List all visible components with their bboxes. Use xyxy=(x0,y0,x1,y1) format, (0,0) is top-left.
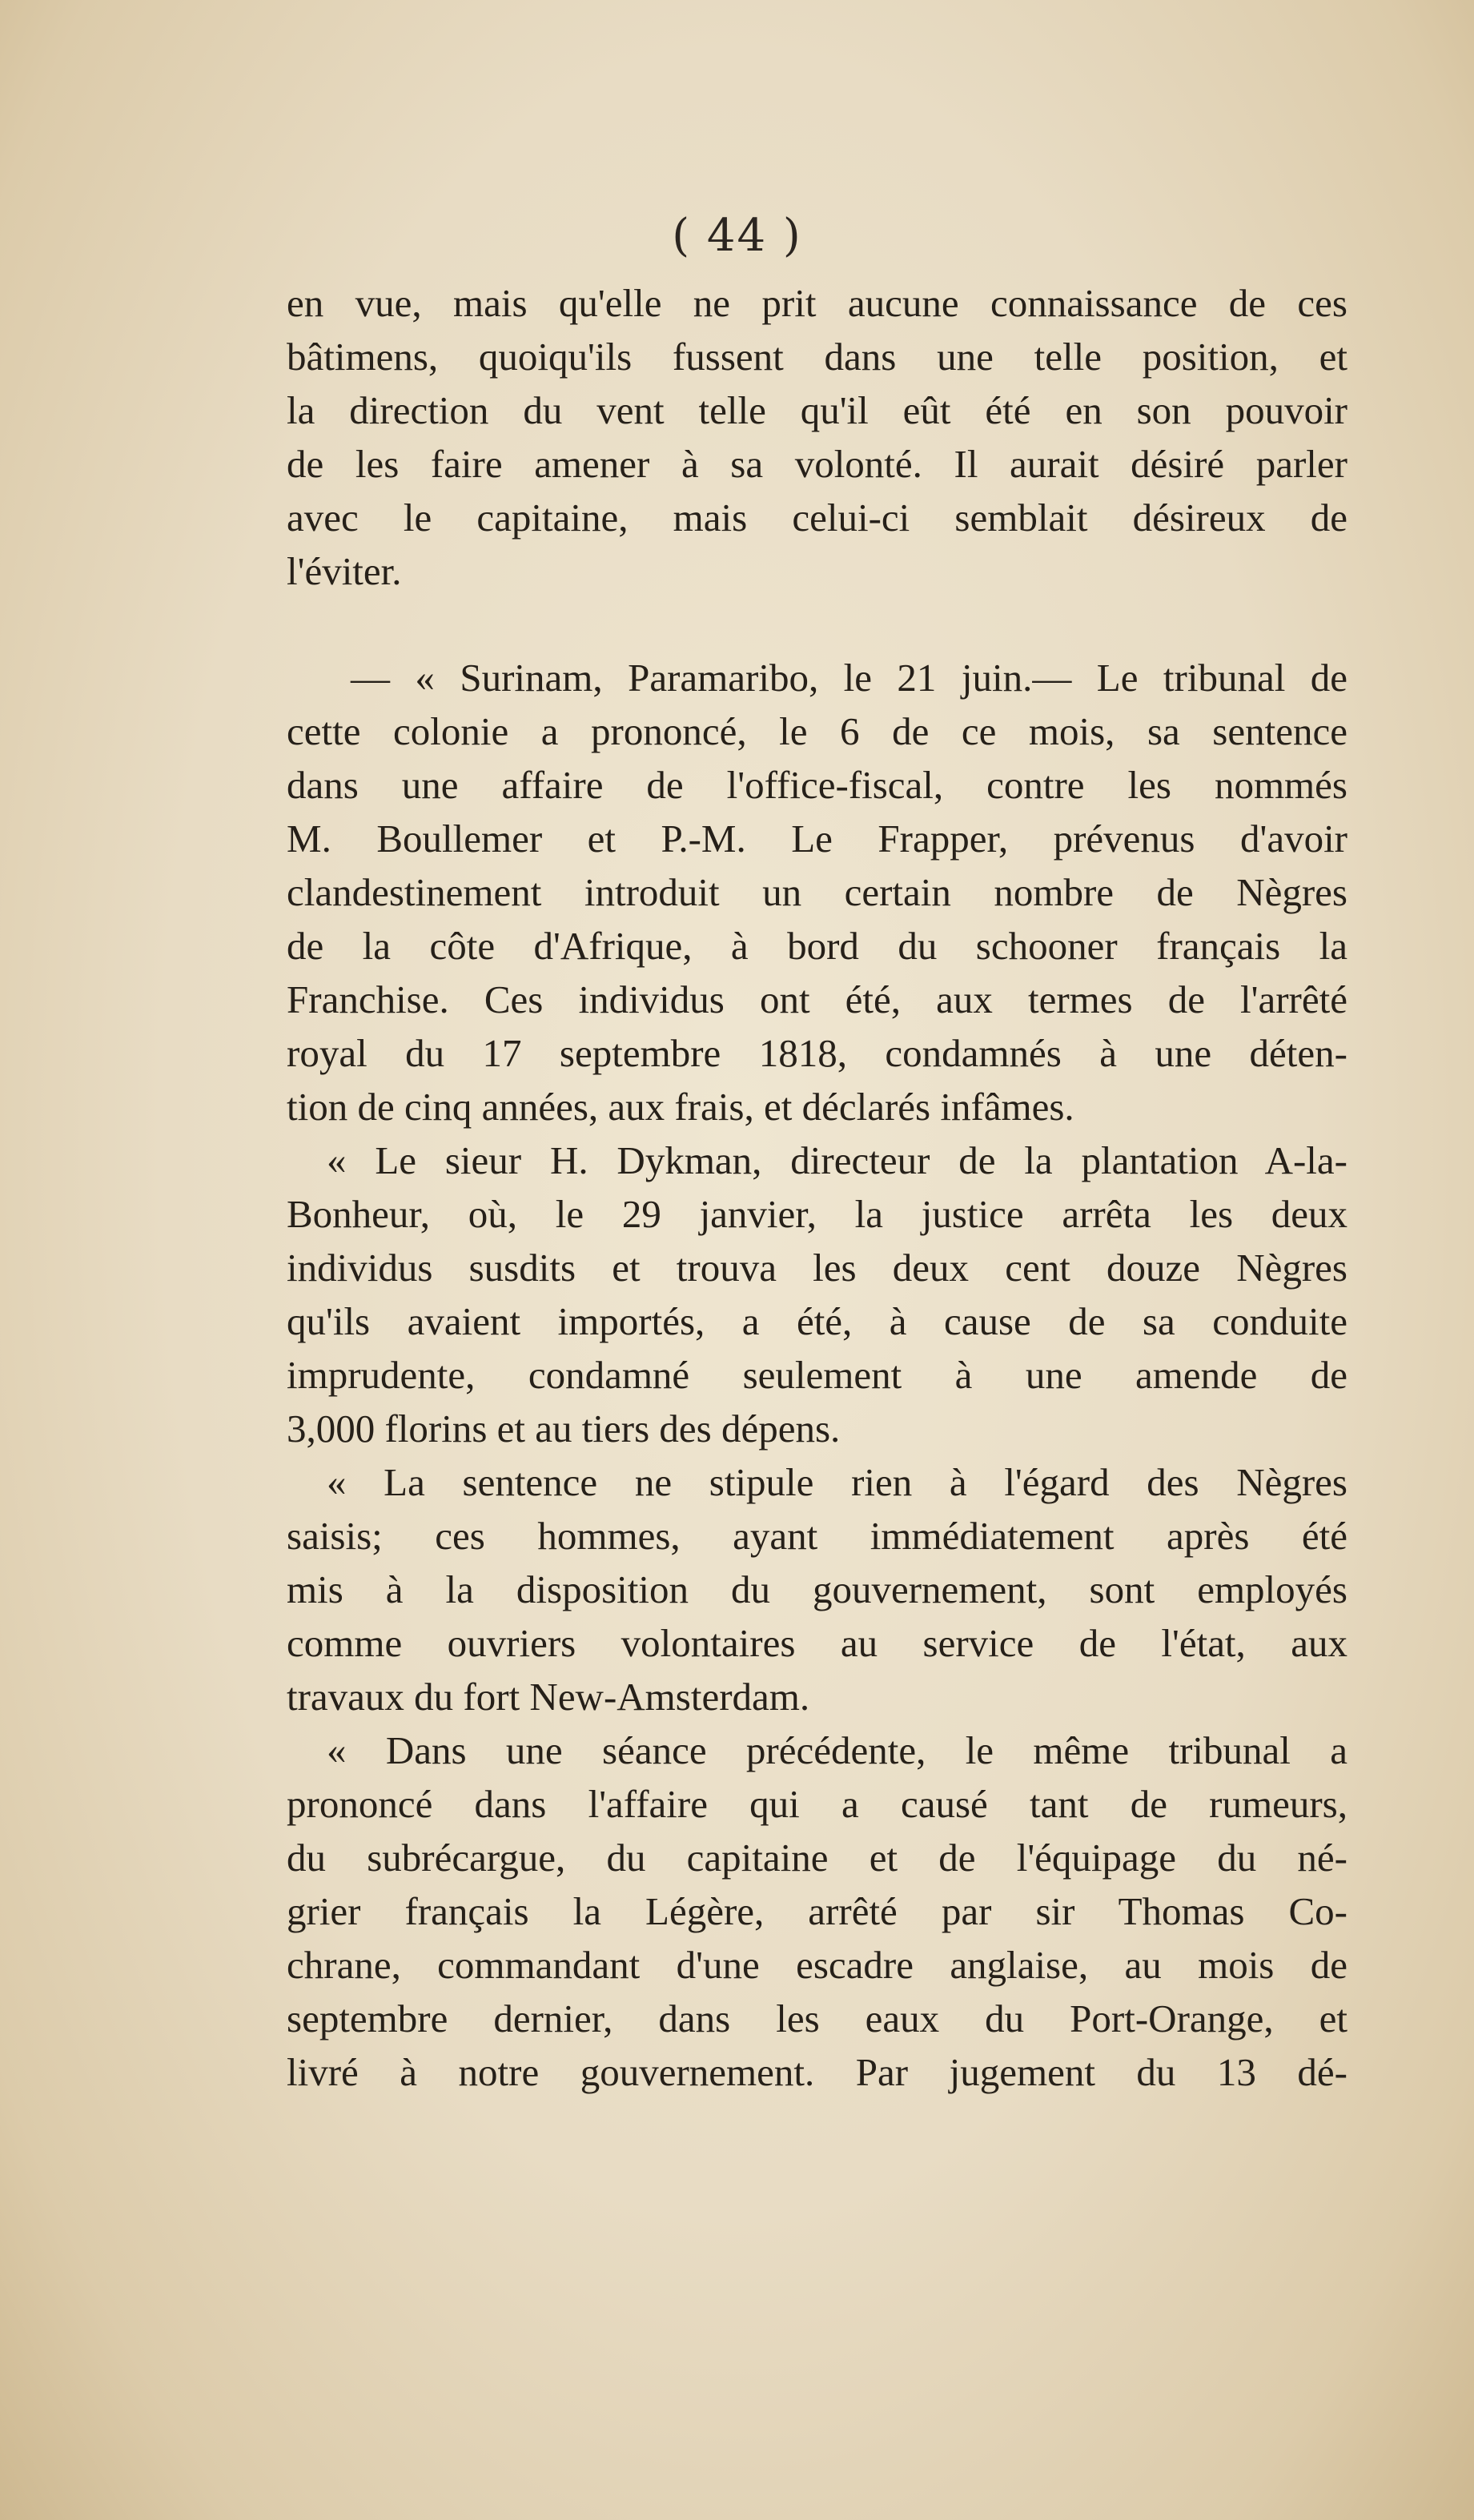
text-line: la direction du vent telle qu'il eût été en son pouvoir xyxy=(287,388,1347,432)
text-line: mis à la disposition du gouvernement, sont employés xyxy=(287,1567,1347,1611)
body-text xyxy=(287,276,1347,2099)
text-line: grier français la Légère, arrêté par sir Thomas Co- xyxy=(287,1889,1347,1933)
text-line: travaux du fort New-Amsterdam. xyxy=(287,1675,810,1719)
paragraph-4 xyxy=(287,1455,1347,1723)
text-line: l'éviter. xyxy=(287,549,402,593)
text-line: imprudente, condamné seulement à une amende de xyxy=(287,1353,1347,1397)
text-line: septembre dernier, dans les eaux du Port-Orange, et xyxy=(287,1996,1347,2040)
text-line: « Dans une séance précédente, le même tribunal a xyxy=(327,1728,1347,1772)
text-line: royal du 17 septembre 1818, condamnés à une déten- xyxy=(287,1031,1347,1075)
paragraph-spacer xyxy=(287,598,1347,651)
text-line: individus susdits et trouva les deux cent douze Nègres xyxy=(287,1246,1347,1290)
text-line: avec le capitaine, mais celui-ci semblait désireux de xyxy=(287,496,1347,540)
text-line: du subrécargue, du capitaine et de l'équipage du né- xyxy=(287,1836,1347,1880)
text-line: Franchise. Ces individus ont été, aux termes de l'arrêté xyxy=(287,977,1347,1021)
text-line: — « Surinam, Paramaribo, le 21 juin.— Le tribunal de xyxy=(351,656,1347,700)
paragraph-1 xyxy=(287,276,1347,598)
text-line: 3,000 florins et au tiers des dépens. xyxy=(287,1406,841,1451)
text-line: M. Boullemer et P.-M. Le Frapper, prévenus d'avoir xyxy=(287,817,1347,861)
paragraph-3 xyxy=(287,1134,1347,1455)
paragraph-2 xyxy=(287,651,1347,1134)
text-line: bâtimens, quoiqu'ils fussent dans une telle position, et xyxy=(287,335,1347,379)
text-line: « La sentence ne stipule rien à l'égard des Nègres xyxy=(327,1460,1347,1504)
text-line: prononcé dans l'affaire qui a causé tant de rumeurs, xyxy=(287,1782,1347,1826)
text-line: livré à notre gouvernement. Par jugement du 13 dé- xyxy=(287,2050,1347,2094)
text-line: en vue, mais qu'elle ne prit aucune connaissance de ces xyxy=(287,281,1347,325)
text-line: dans une affaire de l'office-fiscal, contre les nommés xyxy=(287,763,1347,807)
text-line: saisis; ces hommes, ayant immédiatement après été xyxy=(287,1514,1347,1558)
text-line: « Le sieur H. Dykman, directeur de la plantation A-la- xyxy=(327,1138,1347,1182)
text-line: tion de cinq années, aux frais, et déclarés infâmes. xyxy=(287,1085,1074,1129)
text-line: de la côte d'Afrique, à bord du schooner français la xyxy=(287,924,1347,968)
text-line: comme ouvriers volontaires au service de l'état, aux xyxy=(287,1621,1347,1665)
paragraph-5 xyxy=(287,1723,1347,2099)
text-line: chrane, commandant d'une escadre anglaise, au mois de xyxy=(287,1943,1347,1987)
text-line: clandestinement introduit un certain nombre de Nègres xyxy=(287,870,1347,914)
text-line: qu'ils avaient importés, a été, à cause de sa conduite xyxy=(287,1299,1347,1343)
text-line: Bonheur, où, le 29 janvier, la justice arrêta les deux xyxy=(287,1192,1347,1236)
text-line: cette colonie a prononcé, le 6 de ce mois, sa sentence xyxy=(287,709,1347,753)
text-line: de les faire amener à sa volonté. Il aurait désiré parler xyxy=(287,442,1347,486)
page-number: ( 44 ) xyxy=(672,210,802,262)
